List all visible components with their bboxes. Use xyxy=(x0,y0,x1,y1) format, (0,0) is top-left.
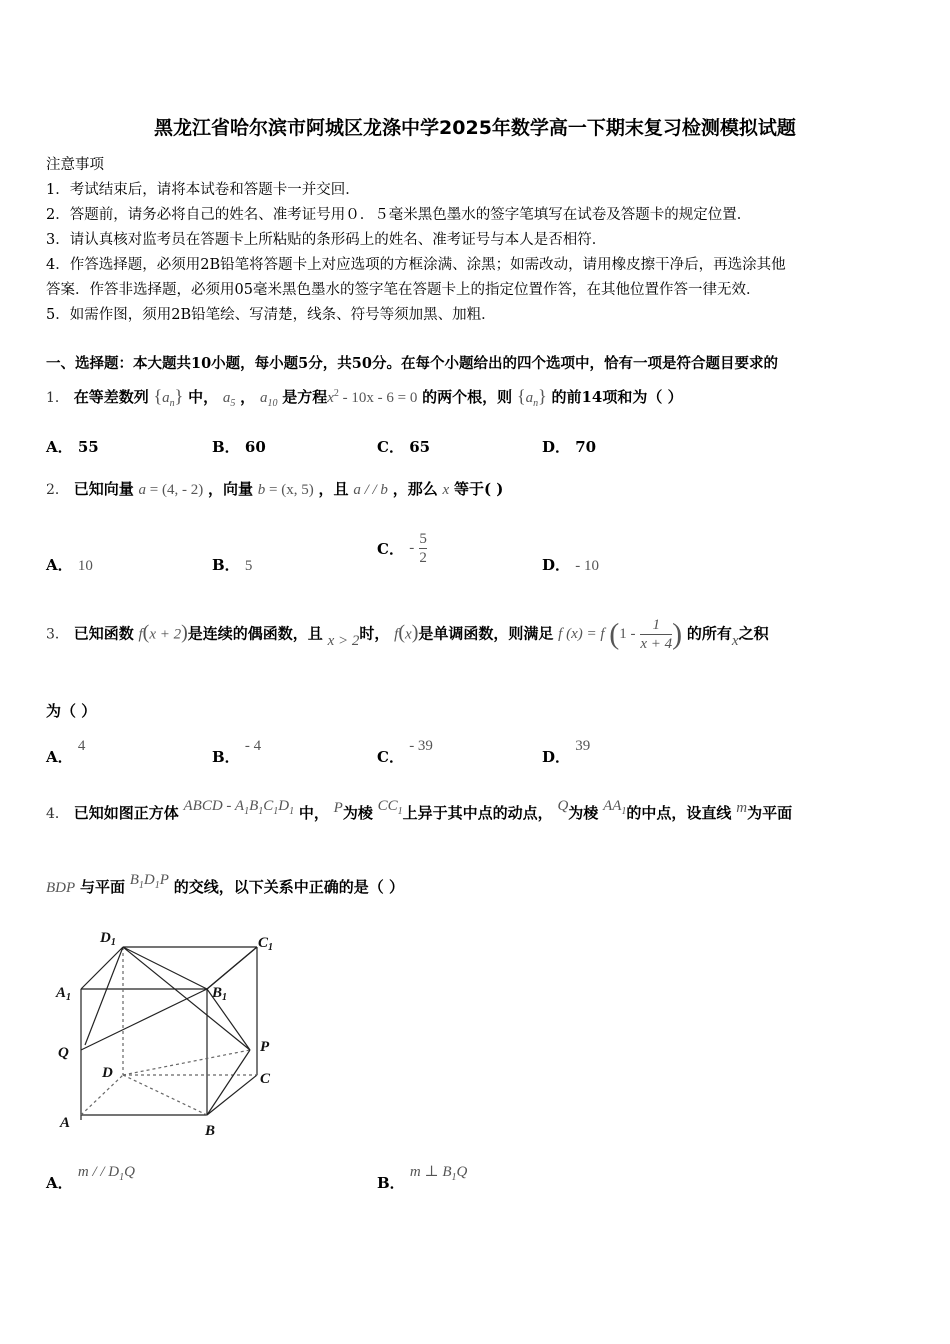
label-b: B xyxy=(205,1123,216,1139)
notice-item: 5．如需作图，须用2B铅笔绘、写清楚，线条、符号等须加黑、加粗． xyxy=(46,307,496,323)
label-q: Q xyxy=(58,1045,69,1061)
option-d[interactable]: D． - 10 xyxy=(542,556,599,574)
notice-item: 1．考试结束后，请将本试卷和答题卡一并交回． xyxy=(46,182,360,198)
option-b[interactable]: B． - 4 xyxy=(212,738,262,766)
question-3: 3． 已知函数 f(x + 2)是连续的偶函数，且 x > 2时， f(x)是单调函数，则满足 f (x) = f (1 - $\frac{1}{x + 4}$ ) 的所有x之积 xyxy=(46,617,769,652)
label-d1: $D_1$ xyxy=(100,930,116,948)
label-a1: $A_1$ xyxy=(56,985,72,1003)
option-c[interactable]: C． 65 xyxy=(377,438,431,456)
notice-item: 3．请认真核对监考员在答题卡上所粘贴的条形码上的姓名、准考证号与本人是否相符． xyxy=(46,232,607,248)
option-d[interactable]: D． 39 xyxy=(542,738,591,766)
label-a: A xyxy=(60,1115,71,1131)
option-b[interactable]: B． 5 xyxy=(212,556,253,574)
question-4: 4． 已知如图正方体 ABCD - $A_1B_1C_1D_1$ 中， P为棱 $CC_1$上异于其中点的动点， Q为棱 $AA_1$的中点，设直线 m为平面 xyxy=(46,798,793,822)
label-c1: $C_1$ xyxy=(258,935,274,953)
question-3-cont: 为（ ） xyxy=(46,702,97,720)
option-a[interactable]: A． 4 xyxy=(46,738,86,766)
option-d[interactable]: D． 70 xyxy=(542,438,597,456)
option-b[interactable]: B． 60 xyxy=(212,438,266,456)
notice-item: 4．作答选择题，必须用2B铅笔将答题卡上对应选项的方框涂满、涂黑；如需改动，请用橡皮擦干净后，再选涂其他 xyxy=(46,257,786,273)
question-2: 2． 已知向量 a = (4, - 2) ，向量 b = (x, 5) ，且 a / / b ，那么 x 等于( ) xyxy=(46,480,504,498)
question-4-cont: BDP 与平面 $B_1D_1P$ 的交线，以下关系中正确的是（ ） xyxy=(46,872,404,896)
option-a[interactable]: A． 10 xyxy=(46,556,93,574)
option-c[interactable]: C． - 39 xyxy=(377,738,433,766)
question-1: 1． 在等差数列 $\{a_n\}$ 中， $a_5$ ， $a_{10}$ 是方程$x^2 - 10x - 6 = 0$ 的两个根，则 $\{a_n\}$ 的前14项和为（ ） xyxy=(46,386,683,409)
notice-heading: 注意事项 xyxy=(46,157,104,173)
label-b1: $B_1$ xyxy=(212,985,228,1003)
option-c[interactable]: C． - $\frac{5}{2}$ xyxy=(377,531,427,566)
cube-figure xyxy=(50,925,290,1145)
option-b[interactable]: B． m ⊥ $B_1Q$ xyxy=(377,1164,468,1192)
notice-item: 2．答题前，请务必将自己的姓名、准考证号用０．５毫米黑色墨水的签字笔填写在试卷及答题卡的规定位置． xyxy=(46,207,752,223)
label-d: D xyxy=(102,1065,113,1081)
notice-item: 答案．作答非选择题，必须用05毫米黑色墨水的签字笔在答题卡上的指定位置作答，在其他位置作答一律无效． xyxy=(46,282,761,298)
section-heading: 一、选择题：本大题共10小题，每小题5分，共50分。在每个小题给出的四个选项中，恰有一项是符合题目要求的 xyxy=(46,355,778,372)
label-p: P xyxy=(260,1039,270,1055)
label-c: C xyxy=(260,1071,271,1087)
page-title: 黑龙江省哈尔滨市阿城区龙涤中学2025年数学高一下期末复习检测模拟试题 xyxy=(154,117,796,139)
question-number: 1． xyxy=(46,390,69,406)
option-a[interactable]: A． m / / $D_1Q$ xyxy=(46,1164,135,1192)
option-a[interactable]: A． 55 xyxy=(46,438,99,456)
